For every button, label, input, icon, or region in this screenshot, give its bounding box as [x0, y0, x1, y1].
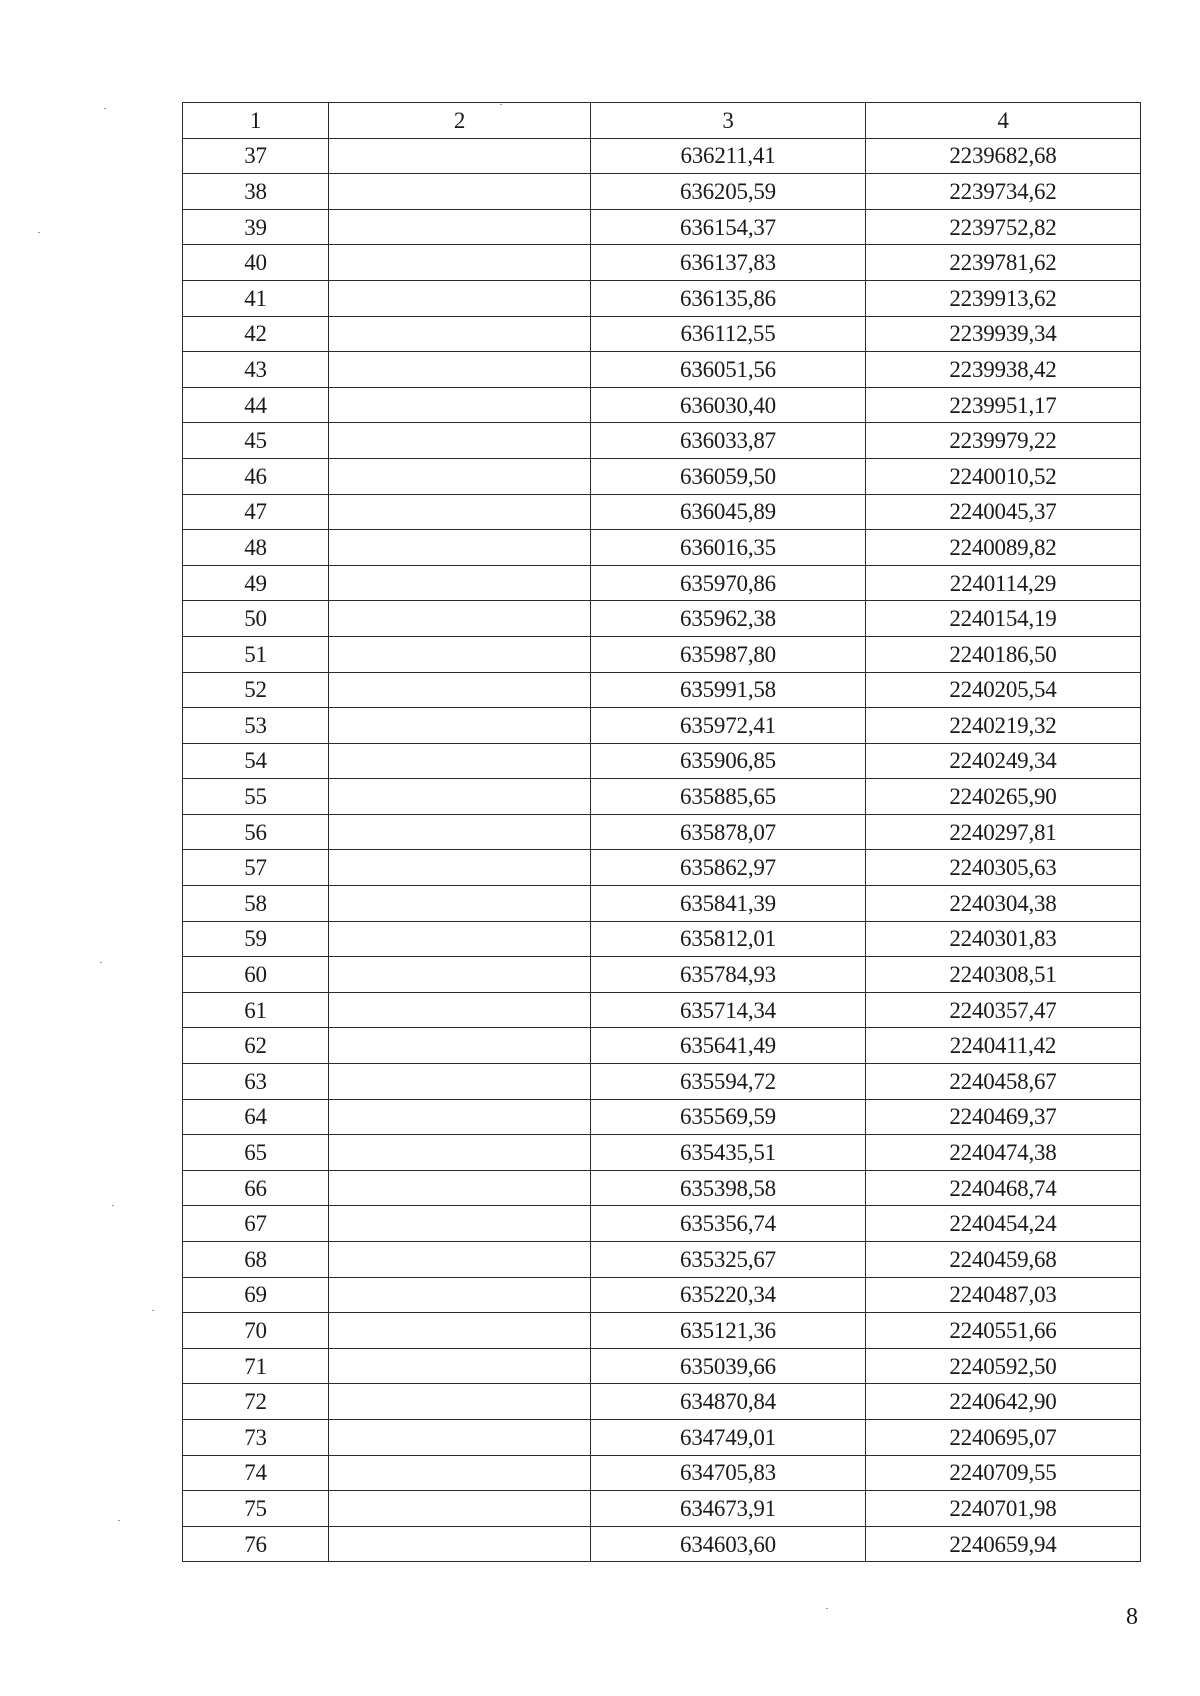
y-coordinate-cell: 2240186,50	[866, 636, 1141, 672]
description-cell	[329, 565, 591, 601]
point-number-cell: 48	[183, 530, 329, 566]
point-number-cell: 38	[183, 174, 329, 210]
x-coordinate-cell: 635569,59	[591, 1099, 866, 1135]
y-coordinate-cell: 2240469,37	[866, 1099, 1141, 1135]
point-number-cell: 75	[183, 1491, 329, 1527]
y-coordinate-cell: 2240114,29	[866, 565, 1141, 601]
x-coordinate-cell: 635594,72	[591, 1064, 866, 1100]
table-row	[183, 565, 1141, 601]
table-row	[183, 921, 1141, 957]
point-number-cell: 44	[183, 387, 329, 423]
description-cell	[329, 1135, 591, 1171]
y-coordinate-cell: 2239938,42	[866, 352, 1141, 388]
table-row	[183, 1099, 1141, 1135]
table-row	[183, 1526, 1141, 1562]
y-coordinate-cell: 2240305,63	[866, 850, 1141, 886]
point-number-cell: 61	[183, 992, 329, 1028]
y-coordinate-cell: 2239781,62	[866, 245, 1141, 281]
x-coordinate-cell: 636205,59	[591, 174, 866, 210]
point-number-cell: 62	[183, 1028, 329, 1064]
description-cell	[329, 886, 591, 922]
point-number-cell: 69	[183, 1277, 329, 1313]
point-number-cell: 37	[183, 138, 329, 174]
scan-speck	[152, 1310, 154, 1311]
table-row	[183, 1419, 1141, 1455]
x-coordinate-cell: 634870,84	[591, 1384, 866, 1420]
x-coordinate-cell: 635991,58	[591, 672, 866, 708]
y-coordinate-cell: 2240010,52	[866, 458, 1141, 494]
table-row	[183, 458, 1141, 494]
y-coordinate-cell: 2240219,32	[866, 708, 1141, 744]
x-coordinate-cell: 636211,41	[591, 138, 866, 174]
table-row	[183, 992, 1141, 1028]
description-cell	[329, 1206, 591, 1242]
description-cell	[329, 814, 591, 850]
description-cell	[329, 743, 591, 779]
description-cell	[329, 957, 591, 993]
x-coordinate-cell: 636033,87	[591, 423, 866, 459]
y-coordinate-cell: 2240301,83	[866, 921, 1141, 957]
table-row	[183, 672, 1141, 708]
page-number: 8	[1126, 1604, 1138, 1630]
table-row	[183, 1135, 1141, 1171]
x-coordinate-cell: 635841,39	[591, 886, 866, 922]
y-coordinate-cell: 2240357,47	[866, 992, 1141, 1028]
description-cell	[329, 1099, 591, 1135]
table-row	[183, 245, 1141, 281]
table-row	[183, 1206, 1141, 1242]
table-row	[183, 850, 1141, 886]
y-coordinate-cell: 2240487,03	[866, 1277, 1141, 1313]
table-row	[183, 1313, 1141, 1349]
point-number-cell: 42	[183, 316, 329, 352]
table-row	[183, 1170, 1141, 1206]
column-header-2: 2	[329, 103, 591, 139]
y-coordinate-cell: 2239939,34	[866, 316, 1141, 352]
y-coordinate-cell: 2240265,90	[866, 779, 1141, 815]
x-coordinate-cell: 635862,97	[591, 850, 866, 886]
coordinates-table	[182, 102, 1141, 1562]
description-cell	[329, 921, 591, 957]
description-cell	[329, 316, 591, 352]
x-coordinate-cell: 635970,86	[591, 565, 866, 601]
description-cell	[329, 1526, 591, 1562]
x-coordinate-cell: 635039,66	[591, 1348, 866, 1384]
table-row	[183, 1455, 1141, 1491]
point-number-cell: 46	[183, 458, 329, 494]
table-row	[183, 601, 1141, 637]
table-row	[183, 316, 1141, 352]
x-coordinate-cell: 635356,74	[591, 1206, 866, 1242]
point-number-cell: 50	[183, 601, 329, 637]
table-row	[183, 708, 1141, 744]
point-number-cell: 47	[183, 494, 329, 530]
description-cell	[329, 601, 591, 637]
y-coordinate-cell: 2240249,34	[866, 743, 1141, 779]
table-row	[183, 174, 1141, 210]
point-number-cell: 55	[183, 779, 329, 815]
table-row	[183, 138, 1141, 174]
point-number-cell: 53	[183, 708, 329, 744]
point-number-cell: 65	[183, 1135, 329, 1171]
table-row	[183, 1064, 1141, 1100]
x-coordinate-cell: 635641,49	[591, 1028, 866, 1064]
description-cell	[329, 1170, 591, 1206]
point-number-cell: 74	[183, 1455, 329, 1491]
point-number-cell: 59	[183, 921, 329, 957]
table-row	[183, 387, 1141, 423]
x-coordinate-cell: 635435,51	[591, 1135, 866, 1171]
y-coordinate-cell: 2240592,50	[866, 1348, 1141, 1384]
x-coordinate-cell: 635812,01	[591, 921, 866, 957]
description-cell	[329, 494, 591, 530]
point-number-cell: 51	[183, 636, 329, 672]
point-number-cell: 60	[183, 957, 329, 993]
y-coordinate-cell: 2239734,62	[866, 174, 1141, 210]
point-number-cell: 41	[183, 280, 329, 316]
y-coordinate-cell: 2240551,66	[866, 1313, 1141, 1349]
description-cell	[329, 1348, 591, 1384]
x-coordinate-cell: 635885,65	[591, 779, 866, 815]
y-coordinate-cell: 2239951,17	[866, 387, 1141, 423]
point-number-cell: 45	[183, 423, 329, 459]
y-coordinate-cell: 2239913,62	[866, 280, 1141, 316]
x-coordinate-cell: 635972,41	[591, 708, 866, 744]
scan-speck	[100, 962, 102, 963]
x-coordinate-cell: 634673,91	[591, 1491, 866, 1527]
y-coordinate-cell: 2240458,67	[866, 1064, 1141, 1100]
y-coordinate-cell: 2240308,51	[866, 957, 1141, 993]
point-number-cell: 68	[183, 1242, 329, 1278]
x-coordinate-cell: 635906,85	[591, 743, 866, 779]
table-row	[183, 494, 1141, 530]
point-number-cell: 63	[183, 1064, 329, 1100]
point-number-cell: 70	[183, 1313, 329, 1349]
description-cell	[329, 1242, 591, 1278]
point-number-cell: 40	[183, 245, 329, 281]
table-row	[183, 957, 1141, 993]
description-cell	[329, 387, 591, 423]
y-coordinate-cell: 2240304,38	[866, 886, 1141, 922]
x-coordinate-cell: 635714,34	[591, 992, 866, 1028]
point-number-cell: 72	[183, 1384, 329, 1420]
description-cell	[329, 779, 591, 815]
description-cell	[329, 530, 591, 566]
description-cell	[329, 209, 591, 245]
x-coordinate-cell: 635784,93	[591, 957, 866, 993]
description-cell	[329, 1384, 591, 1420]
table-row	[183, 743, 1141, 779]
y-coordinate-cell: 2240468,74	[866, 1170, 1141, 1206]
x-coordinate-cell: 634749,01	[591, 1419, 866, 1455]
table-row	[183, 423, 1141, 459]
description-cell	[329, 1419, 591, 1455]
point-number-cell: 57	[183, 850, 329, 886]
table-row	[183, 636, 1141, 672]
column-header-3: 3	[591, 103, 866, 139]
x-coordinate-cell: 635962,38	[591, 601, 866, 637]
point-number-cell: 71	[183, 1348, 329, 1384]
table-header-row	[183, 103, 1141, 139]
x-coordinate-cell: 634705,83	[591, 1455, 866, 1491]
description-cell	[329, 1028, 591, 1064]
point-number-cell: 52	[183, 672, 329, 708]
x-coordinate-cell: 636135,86	[591, 280, 866, 316]
y-coordinate-cell: 2240659,94	[866, 1526, 1141, 1562]
description-cell	[329, 636, 591, 672]
x-coordinate-cell: 636059,50	[591, 458, 866, 494]
y-coordinate-cell: 2240709,55	[866, 1455, 1141, 1491]
x-coordinate-cell: 636112,55	[591, 316, 866, 352]
y-coordinate-cell: 2240695,07	[866, 1419, 1141, 1455]
y-coordinate-cell: 2240205,54	[866, 672, 1141, 708]
description-cell	[329, 1064, 591, 1100]
y-coordinate-cell: 2239752,82	[866, 209, 1141, 245]
table-row	[183, 352, 1141, 388]
y-coordinate-cell: 2240411,42	[866, 1028, 1141, 1064]
table-row	[183, 1028, 1141, 1064]
column-header-4: 4	[866, 103, 1141, 139]
y-coordinate-cell: 2240701,98	[866, 1491, 1141, 1527]
description-cell	[329, 245, 591, 281]
description-cell	[329, 280, 591, 316]
x-coordinate-cell: 636016,35	[591, 530, 866, 566]
x-coordinate-cell: 635878,07	[591, 814, 866, 850]
table-row	[183, 280, 1141, 316]
description-cell	[329, 138, 591, 174]
point-number-cell: 67	[183, 1206, 329, 1242]
y-coordinate-cell: 2240474,38	[866, 1135, 1141, 1171]
table-row	[183, 1384, 1141, 1420]
point-number-cell: 66	[183, 1170, 329, 1206]
y-coordinate-cell: 2240089,82	[866, 530, 1141, 566]
description-cell	[329, 458, 591, 494]
point-number-cell: 73	[183, 1419, 329, 1455]
description-cell	[329, 992, 591, 1028]
description-cell	[329, 850, 591, 886]
table-row	[183, 530, 1141, 566]
table-body	[183, 138, 1141, 1562]
y-coordinate-cell: 2239682,68	[866, 138, 1141, 174]
x-coordinate-cell: 636137,83	[591, 245, 866, 281]
x-coordinate-cell: 636030,40	[591, 387, 866, 423]
description-cell	[329, 708, 591, 744]
point-number-cell: 54	[183, 743, 329, 779]
description-cell	[329, 672, 591, 708]
x-coordinate-cell: 636051,56	[591, 352, 866, 388]
description-cell	[329, 1455, 591, 1491]
description-cell	[329, 1277, 591, 1313]
scan-speck	[118, 1520, 120, 1521]
point-number-cell: 49	[183, 565, 329, 601]
table-row	[183, 209, 1141, 245]
point-number-cell: 56	[183, 814, 329, 850]
x-coordinate-cell: 634603,60	[591, 1526, 866, 1562]
x-coordinate-cell: 636045,89	[591, 494, 866, 530]
table-row	[183, 1491, 1141, 1527]
y-coordinate-cell: 2239979,22	[866, 423, 1141, 459]
y-coordinate-cell: 2240045,37	[866, 494, 1141, 530]
point-number-cell: 39	[183, 209, 329, 245]
x-coordinate-cell: 635987,80	[591, 636, 866, 672]
table-row	[183, 1348, 1141, 1384]
scan-speck	[500, 104, 502, 105]
table-row	[183, 1242, 1141, 1278]
x-coordinate-cell: 635398,58	[591, 1170, 866, 1206]
y-coordinate-cell: 2240154,19	[866, 601, 1141, 637]
description-cell	[329, 1491, 591, 1527]
description-cell	[329, 174, 591, 210]
table-row	[183, 1277, 1141, 1313]
table-row	[183, 779, 1141, 815]
y-coordinate-cell: 2240454,24	[866, 1206, 1141, 1242]
point-number-cell: 43	[183, 352, 329, 388]
scan-speck	[826, 1608, 828, 1609]
table-row	[183, 814, 1141, 850]
description-cell	[329, 352, 591, 388]
column-header-1: 1	[183, 103, 329, 139]
scan-speck	[112, 1205, 114, 1206]
x-coordinate-cell: 635325,67	[591, 1242, 866, 1278]
description-cell	[329, 423, 591, 459]
point-number-cell: 76	[183, 1526, 329, 1562]
table-row	[183, 886, 1141, 922]
point-number-cell: 64	[183, 1099, 329, 1135]
scan-speck	[38, 232, 40, 233]
y-coordinate-cell: 2240297,81	[866, 814, 1141, 850]
y-coordinate-cell: 2240459,68	[866, 1242, 1141, 1278]
point-number-cell: 58	[183, 886, 329, 922]
x-coordinate-cell: 635220,34	[591, 1277, 866, 1313]
description-cell	[329, 1313, 591, 1349]
scan-speck	[104, 108, 106, 109]
y-coordinate-cell: 2240642,90	[866, 1384, 1141, 1420]
x-coordinate-cell: 636154,37	[591, 209, 866, 245]
x-coordinate-cell: 635121,36	[591, 1313, 866, 1349]
